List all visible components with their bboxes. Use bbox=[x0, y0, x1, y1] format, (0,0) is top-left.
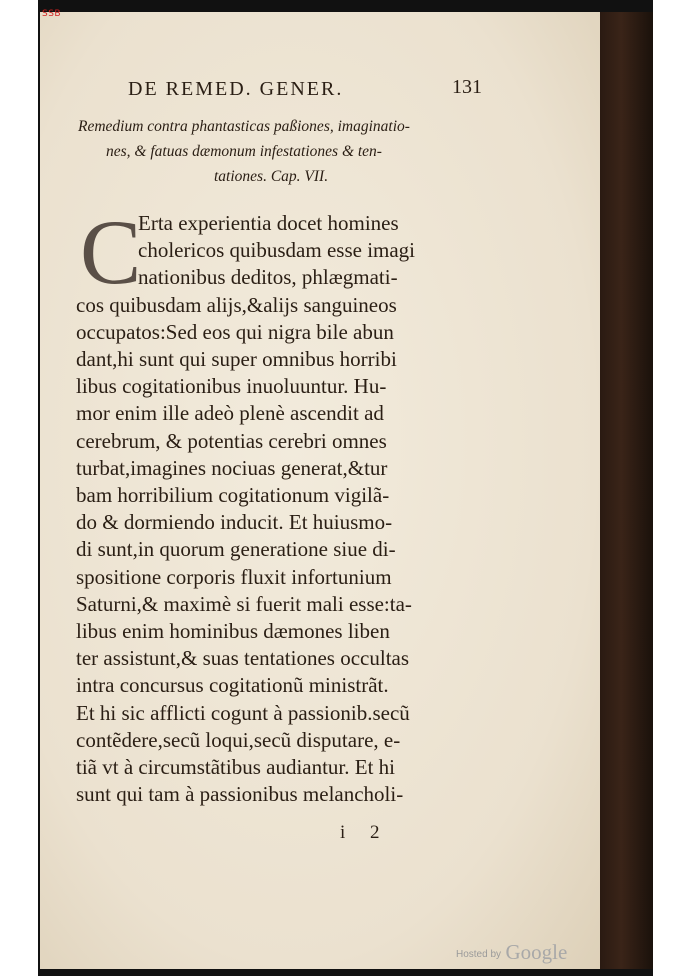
chapter-heading-line: tationes. Cap. VII. bbox=[214, 168, 329, 185]
text-line: spositione corporis fluxit infortunium bbox=[76, 564, 392, 589]
text-line: occupatos:Sed eos qui nigra bile abun bbox=[76, 319, 394, 344]
text-line: turbat,imagines nociuas generat,&tur bbox=[76, 455, 388, 480]
text-line: Erta experientia docet homines bbox=[138, 211, 399, 235]
text-line: dant,hi sunt qui super omnibus horribi bbox=[76, 347, 397, 372]
text-line: mor enim ille adeò plenè ascendit ad bbox=[76, 401, 384, 426]
binding-shadow bbox=[600, 12, 653, 969]
text-line: Saturni,& maximè si fuerit mali esse:ta- bbox=[76, 591, 412, 616]
google-logo: Google bbox=[505, 940, 568, 964]
text-line: tiã vt à circumstãtibus audiantur. Et hi bbox=[76, 755, 396, 780]
chapter-heading-line: nes, & fatuas dæmonum infestationes & ten- bbox=[106, 143, 382, 160]
text-line: contẽdere,secũ loqui,secũ disputare, e- bbox=[76, 727, 401, 752]
text-line: cerebrum, & potentias cerebri omnes bbox=[76, 428, 387, 453]
running-head: DE REMED. GENER. bbox=[128, 78, 344, 100]
text-line: libus enim hominibus dæmones liben bbox=[76, 619, 390, 644]
google-watermark bbox=[456, 940, 567, 965]
text-line: cholericos quibusdam esse imagi bbox=[138, 238, 416, 263]
signature-mark: i 2 bbox=[340, 822, 390, 843]
text-line: intra concursus cogitationũ ministrãt. bbox=[76, 673, 389, 698]
text-line: do & dormiendo inducit. Et huiusmo- bbox=[76, 510, 393, 535]
text-line: cos quibusdam alijs,&alijs sanguineos bbox=[76, 292, 397, 317]
chapter-heading-line: Remedium contra phantasticas paßiones, imaginatio- bbox=[78, 118, 410, 135]
hosted-by-label: Hosted by bbox=[456, 949, 502, 960]
body-text bbox=[76, 210, 488, 808]
chapter-heading bbox=[78, 114, 478, 189]
text-line: di sunt,in quorum generatione siue di- bbox=[76, 537, 396, 562]
text-line: bam horribilium cogitationum vigilã- bbox=[76, 483, 390, 508]
text-line: libus cogitationibus inuoluuntur. Hu- bbox=[76, 374, 387, 399]
text-line: sunt qui tam à passionibus melancholi- bbox=[76, 782, 404, 807]
library-stamp: SSB bbox=[42, 9, 62, 19]
text-line: nationibus deditos, phlægmati- bbox=[138, 265, 398, 290]
text-line: ter assistunt,& suas tentationes occultas bbox=[76, 646, 410, 671]
text-line: Et hi sic afflicti cogunt à passionib.secũ bbox=[76, 700, 410, 725]
drop-cap: C bbox=[80, 201, 142, 303]
page-number: 131 bbox=[452, 76, 482, 98]
